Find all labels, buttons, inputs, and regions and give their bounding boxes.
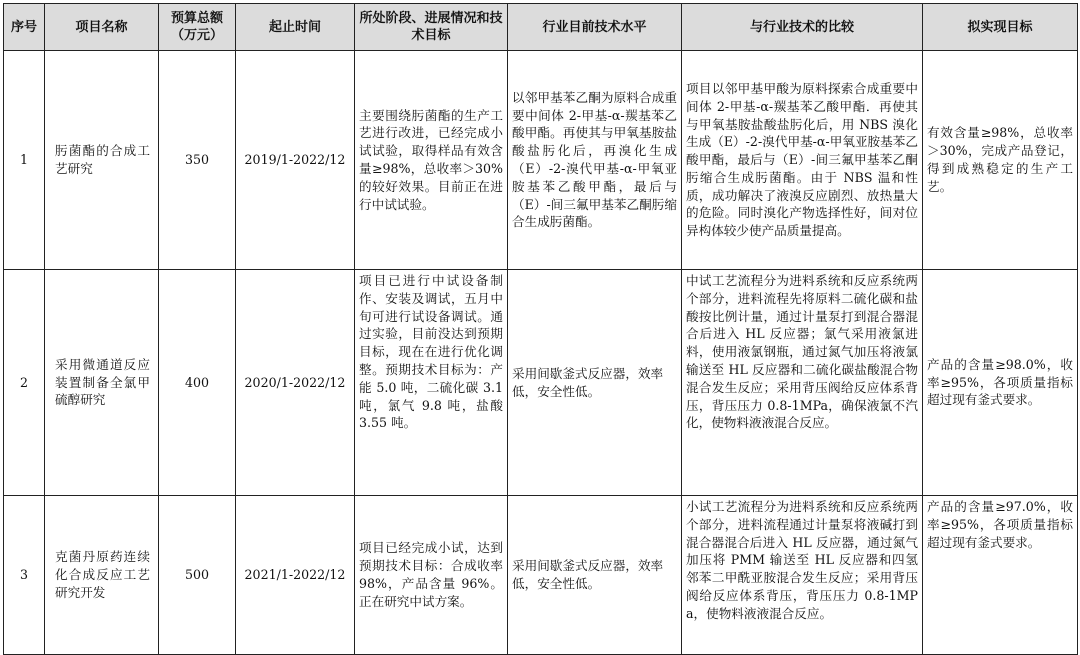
header-budget: 预算总额（万元） [159, 4, 236, 51]
row-budget: 400 [159, 270, 236, 496]
row-industry-level: 以邻甲基苯乙酮为原料合成重要中间体 2-甲基-α-羰基苯乙酸甲酯。再使其与甲氧基胺盐酸盐肟化后，再溴化生成（E）-2-溴代甲基-α-甲氧亚胺基苯乙酸甲酯，最后与（E）-间三氟甲基苯乙酮肟缩合生成肟菌酯。 [508, 51, 682, 270]
header-project-name: 项目名称 [45, 4, 159, 51]
row-no: 1 [4, 51, 45, 270]
row-stage: 项目已进行中试设备制作、安装及调试，五月中旬可进行试设备调试。通过实验，目前没达到预期目标，现在在进行优化调整。预期技术目标为：产能 5.0 吨，二硫化碳 3.1 吨，氯气 9.8 吨，盐酸 3.55 吨。 [355, 270, 508, 496]
row-goal: 有效含量≥98%，总收率＞30%，完成产品登记，得到成熟稳定的生产工艺。 [923, 51, 1078, 270]
header-no: 序号 [4, 4, 45, 51]
row-comparison: 中试工艺流程分为进料系统和反应系统两个部分，进料流程先将原料二硫化碳和盐酸按比例计量，通过计量泵打到混合器混合后进入 HL 反应器；氯气采用液氯进料，使用液氯钢瓶，通过氮气加压将液氯输送至 HL 反应器和二硫化碳盐酸混合物混合发生反应；采用背压阀给反应体系背压，背压压力 0.8-1MPa，确保液氯不汽化，使物料液液混合反应。 [682, 270, 923, 496]
row-budget: 350 [159, 51, 236, 270]
table-row [4, 496, 1078, 655]
table-row [4, 270, 1078, 496]
row-project-name: 肟菌酯的合成工艺研究 [45, 51, 159, 270]
row-industry-level: 采用间歇釜式反应器，效率低，安全性低。 [508, 270, 682, 496]
table-row [4, 51, 1078, 270]
rd-projects-table [3, 3, 1078, 655]
row-stage: 主要围绕肟菌酯的生产工艺进行改进，已经完成小试试验，取得样品有效含量≥98%，总收率＞30%的较好效果。目前正在进行中试试验。 [355, 51, 508, 270]
row-goal: 产品的含量≥98.0%，收率≥95%，各项质量指标超过现有釜式要求。 [923, 270, 1078, 496]
row-stage: 项目已经完成小试，达到预期技术目标：合成收率 98%，产品含量 96%。正在研究中试方案。 [355, 496, 508, 655]
row-period: 2021/1-2022/12 [236, 496, 355, 655]
row-period: 2020/1-2022/12 [236, 270, 355, 496]
row-period: 2019/1-2022/12 [236, 51, 355, 270]
row-no: 3 [4, 496, 45, 655]
row-comparison: 小试工艺流程分为进料系统和反应系统两个部分，进料流程通过计量泵将液碱打到混合器混合后进入 HL 反应器，通过氮气加压将 PMM 输送至 HL 反应器和四氢邻苯二甲酰亚胺混合发生反应；采用背压阀给反应体系背压，背压压力 0.8-1MPa，使物料液液混合反应。 [682, 496, 923, 655]
row-industry-level: 采用间歇釜式反应器，效率低，安全性低。 [508, 496, 682, 655]
header-goal: 拟实现目标 [923, 4, 1078, 51]
header-period: 起止时间 [236, 4, 355, 51]
row-no: 2 [4, 270, 45, 496]
row-project-name: 采用微通道反应装置制备全氯甲硫醇研究 [45, 270, 159, 496]
row-budget: 500 [159, 496, 236, 655]
header-comparison: 与行业技术的比较 [682, 4, 923, 51]
row-goal: 产品的含量≥97.0%，收率≥95%，各项质量指标超过现有釜式要求。 [923, 496, 1078, 655]
row-project-name: 克菌丹原药连续化合成反应工艺研究开发 [45, 496, 159, 655]
table-header-row [4, 4, 1078, 51]
header-industry-level: 行业目前技术水平 [508, 4, 682, 51]
row-comparison: 项目以邻甲基甲酸为原料探索合成重要中间体 2-甲基-α-羰基苯乙酸甲酯．再使其与甲氧基胺盐酸盐肟化后，用 NBS 溴化生成（E）-2-溴代甲基-α-甲氧亚胺基苯乙酸甲酯，最后与（E）-间三氟甲基苯乙酮肟缩合生成肟菌酯。由于 NBS 温和性质，成功解决了液溴反应剧烈、放热量大的危险。同时溴化产物选择性好，间对位异构体较少使产品质量提高。 [682, 51, 923, 270]
header-stage: 所处阶段、进展情况和技术目标 [355, 4, 508, 51]
